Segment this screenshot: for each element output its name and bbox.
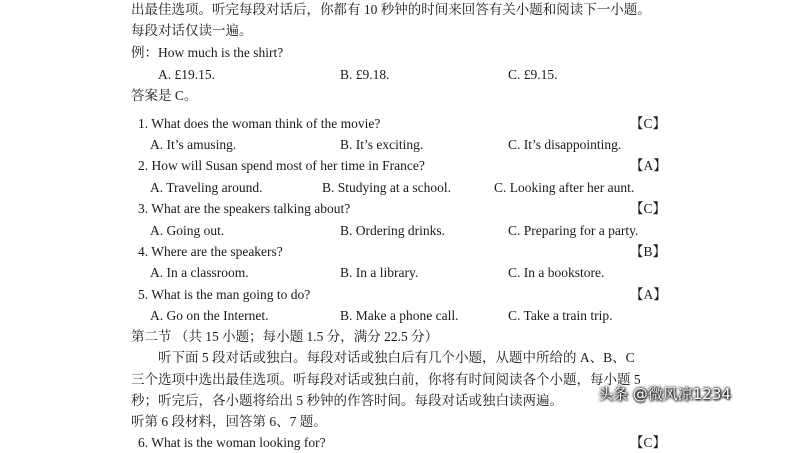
material-6-instruction: 听第 6 段材料，回答第 6、7 题。 — [131, 414, 327, 429]
question-2 — [0, 156, 791, 176]
question-text: 2. How will Susan spend most of her time in France? — [138, 158, 425, 173]
question-text: 5. What is the man going to do? — [138, 287, 311, 302]
option-b: B. It’s exciting. — [340, 137, 424, 152]
question-6 — [0, 433, 791, 453]
question-text: 4. Where are the speakers? — [138, 244, 283, 259]
example-option-c: C. £9.15. — [508, 67, 558, 82]
option-a: A. It’s amusing. — [150, 137, 237, 152]
option-c: C. Preparing for a party. — [508, 223, 639, 238]
answer-mark: 【B】 — [630, 244, 667, 259]
option-a: A. Going out. — [150, 223, 225, 238]
answer-mark: 【C】 — [630, 201, 667, 216]
option-b: B. Studying at a school. — [322, 180, 451, 195]
example-question: 例：How much is the shirt? — [131, 45, 284, 60]
example-options — [0, 65, 791, 85]
question-3-options — [0, 221, 791, 241]
question-2-options — [0, 178, 791, 198]
question-4-options — [0, 263, 791, 283]
option-a: A. Traveling around. — [150, 180, 263, 195]
section-2-paragraph-line-1: 听下面 5 段对话或独白。每段对话或独白后有几个小题，从题中所给的 A、B、C — [158, 350, 635, 365]
question-5 — [0, 285, 791, 305]
question-3 — [0, 199, 791, 219]
option-b: B. Ordering drinks. — [340, 223, 445, 238]
question-4 — [0, 242, 791, 262]
question-5-options — [0, 306, 791, 326]
question-1 — [0, 114, 791, 134]
option-c: C. Take a train trip. — [508, 308, 613, 323]
question-text: 1. What does the woman think of the movie? — [138, 116, 381, 131]
section-2-heading: 第二节 （共 15 小题；每小题 1.5 分，满分 22.5 分） — [131, 329, 439, 344]
section-2-paragraph-line-2: 三个选项中选出最佳选项。听每段对话或独白前，你将有时间阅读各个小题，每小题 5 — [131, 372, 641, 387]
section-2-paragraph-line-3: 秒；听完后，各小题将给出 5 秒钟的作答时间。每段对话或独白读两遍。 — [131, 393, 563, 408]
option-c: C. Looking after her aunt. — [494, 180, 635, 195]
example-option-b: B. £9.18. — [340, 67, 390, 82]
intro-line-2: 每段对话仅读一遍。 — [131, 23, 253, 38]
example-answer-note: 答案是 C。 — [131, 88, 198, 103]
question-text: 6. What is the woman looking for? — [138, 435, 326, 450]
option-a: A. In a classroom. — [150, 265, 249, 280]
intro-line-1: 出最佳选项。听完每段对话后，你都有 10 秒钟的时间来回答有关小题和阅读下一小题。 — [131, 2, 651, 17]
question-1-options — [0, 135, 791, 155]
option-c: C. In a bookstore. — [508, 265, 605, 280]
option-c: C. It’s disappointing. — [508, 137, 622, 152]
answer-mark: 【C】 — [630, 116, 667, 131]
option-a: A. Go on the Internet. — [150, 308, 269, 323]
option-b: B. Make a phone call. — [340, 308, 459, 323]
question-text: 3. What are the speakers talking about? — [138, 201, 351, 216]
watermark: 头条 @微风凉1234 — [598, 385, 731, 403]
answer-mark: 【A】 — [630, 158, 667, 173]
example-option-a: A. £19.15. — [158, 67, 215, 82]
answer-mark: 【C】 — [630, 435, 667, 450]
answer-mark: 【A】 — [630, 287, 667, 302]
option-b: B. In a library. — [340, 265, 419, 280]
